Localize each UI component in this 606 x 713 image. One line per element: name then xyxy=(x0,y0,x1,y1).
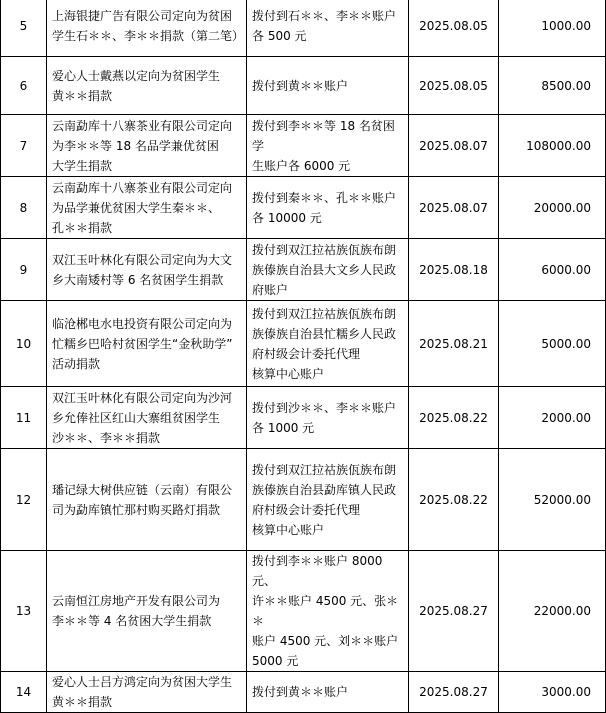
amount-cell: 1000.00 xyxy=(499,0,606,57)
description-line: 乡大南矮村等 6 名贫困学生捐款 xyxy=(52,272,224,287)
description-line: 双江玉叶林化有限公司定向为大文 xyxy=(52,252,233,267)
row-number-cell: 12 xyxy=(1,449,47,551)
donation-description-cell xyxy=(47,0,247,57)
description-line: 璠记绿大树供应链（云南）有限公 xyxy=(52,482,233,497)
row-number-cell: 5 xyxy=(1,0,47,57)
row-number-cell: 8 xyxy=(1,177,47,239)
method-line: 拨付到双江拉祜族佤族布朗 xyxy=(252,306,397,321)
description-line: 为品学兼优贫困大学生秦＊＊、 xyxy=(52,200,221,215)
method-line: 5000 元 xyxy=(252,654,299,668)
disbursement-method-cell xyxy=(247,177,409,239)
method-line: 各 1000 元 xyxy=(252,420,315,435)
donation-description-cell xyxy=(47,672,247,713)
method-line: 拨付到黄＊＊账户 xyxy=(252,78,349,93)
amount-cell: 22000.00 xyxy=(499,551,606,672)
amount-cell: 6000.00 xyxy=(499,239,606,301)
date-cell: 2025.08.27 xyxy=(409,672,499,713)
method-line: 拨付到双江拉祜族佤族布朗 xyxy=(252,462,397,477)
disbursement-method-cell xyxy=(247,0,409,57)
description-line: 司为勐库镇忙那村购买路灯捐款 xyxy=(52,502,221,517)
method-line: 各 500 元 xyxy=(252,28,307,43)
date-cell: 2025.08.21 xyxy=(409,301,499,387)
amount-cell: 3000.00 xyxy=(499,672,606,713)
table-row xyxy=(1,177,606,239)
description-line: 爱心人士戴燕以定向为贫困学生 xyxy=(52,68,221,83)
method-line: 府村级会计委托代理 xyxy=(252,502,361,517)
date-cell: 2025.08.18 xyxy=(409,239,499,301)
amount-cell: 8500.00 xyxy=(499,57,606,115)
description-line: 为李＊＊等 18 名品学兼优贫困 xyxy=(52,138,219,153)
method-line: 拨付到李＊＊等 18 名贫困学 xyxy=(252,118,395,153)
method-line: 账户 4500 元、刘＊＊账户 xyxy=(252,634,399,648)
method-line: 生账户各 6000 元 xyxy=(252,158,351,173)
row-number-cell: 14 xyxy=(1,672,47,713)
disbursement-method-cell xyxy=(247,551,409,672)
description-line: 临沧郴电水电投资有限公司定向为 xyxy=(52,316,233,331)
amount-cell: 2000.00 xyxy=(499,387,606,449)
table-row xyxy=(1,115,606,177)
amount-cell: 20000.00 xyxy=(499,177,606,239)
method-line: 族傣族自治县忙糯乡人民政 xyxy=(252,326,397,341)
description-line: 云南勐库十八寨茶业有限公司定向 xyxy=(52,180,233,195)
table-row xyxy=(1,57,606,115)
description-line: 沙＊＊、李＊＊捐款 xyxy=(52,430,161,445)
donation-description-cell xyxy=(47,551,247,672)
description-line: 黄＊＊捐款 xyxy=(52,88,113,103)
date-cell: 2025.08.05 xyxy=(409,57,499,115)
description-line: 大学生捐款 xyxy=(52,158,113,173)
description-line: 云南恒江房地产开发有限公司为 xyxy=(52,594,221,608)
table-row xyxy=(1,0,606,57)
date-cell: 2025.08.05 xyxy=(409,0,499,57)
date-cell: 2025.08.07 xyxy=(409,177,499,239)
description-line: 乡允俸社区红山大寨组贫困学生 xyxy=(52,410,221,425)
donation-description-cell xyxy=(47,239,247,301)
description-line: 活动捐款 xyxy=(52,356,101,371)
row-number-cell: 6 xyxy=(1,57,47,115)
description-line: 学生石＊＊、李＊＊捐款（第二笔） xyxy=(52,28,245,43)
table-row xyxy=(1,551,606,672)
method-line: 拨付到双江拉祜族佤族布朗 xyxy=(252,242,397,257)
description-line: 云南勐库十八寨茶业有限公司定向 xyxy=(52,118,233,133)
disbursement-method-cell xyxy=(247,115,409,177)
method-line: 许＊＊账户 4500 元、张＊＊ xyxy=(252,594,399,628)
amount-cell: 108000.00 xyxy=(499,115,606,177)
method-line: 核算中心账户 xyxy=(252,522,325,537)
method-line: 拨付到石＊＊、李＊＊账户 xyxy=(252,8,397,23)
description-line: 黄＊＊捐款 xyxy=(52,695,113,709)
description-line: 上海银捷广告有限公司定向为贫困 xyxy=(52,8,233,23)
donation-description-cell xyxy=(47,115,247,177)
disbursement-method-cell xyxy=(247,301,409,387)
donation-description-cell xyxy=(47,57,247,115)
row-number-cell: 10 xyxy=(1,301,47,387)
date-cell: 2025.08.27 xyxy=(409,551,499,672)
method-line: 拨付到沙＊＊、李＊＊账户 xyxy=(252,400,397,415)
amount-cell: 5000.00 xyxy=(499,301,606,387)
row-number-cell: 11 xyxy=(1,387,47,449)
date-cell: 2025.08.22 xyxy=(409,387,499,449)
method-line: 府账户 xyxy=(252,282,289,297)
description-line: 李＊＊等 4 名贫困大学生捐款 xyxy=(52,614,212,628)
table-row xyxy=(1,672,606,713)
amount-cell: 52000.00 xyxy=(499,449,606,551)
donation-description-cell xyxy=(47,177,247,239)
method-line: 族傣族自治县大文乡人民政 xyxy=(252,262,397,277)
date-cell: 2025.08.22 xyxy=(409,449,499,551)
table-row xyxy=(1,449,606,551)
method-line: 拨付到黄＊＊账户 xyxy=(252,685,349,699)
table-row xyxy=(1,387,606,449)
row-number-cell: 7 xyxy=(1,115,47,177)
description-line: 爱心人士吕方鸿定向为贫困大学生 xyxy=(52,675,233,689)
description-line: 孔＊＊捐款 xyxy=(52,220,113,235)
method-line: 核算中心账户 xyxy=(252,366,325,381)
table-body xyxy=(1,0,606,713)
method-line: 族傣族自治县勐库镇人民政 xyxy=(252,482,397,497)
method-line: 拨付到秦＊＊、孔＊＊账户 xyxy=(252,190,397,205)
disbursement-method-cell xyxy=(247,387,409,449)
donation-description-cell xyxy=(47,387,247,449)
disbursement-method-cell xyxy=(247,57,409,115)
disbursement-method-cell xyxy=(247,239,409,301)
disbursement-method-cell xyxy=(247,449,409,551)
description-line: 双江玉叶林化有限公司定向为沙河 xyxy=(52,390,233,405)
donation-description-cell xyxy=(47,301,247,387)
description-line: 忙糯乡巴哈村贫困学生“金秋助学” xyxy=(52,336,233,351)
row-number-cell: 9 xyxy=(1,239,47,301)
row-number-cell: 13 xyxy=(1,551,47,672)
date-cell: 2025.08.07 xyxy=(409,115,499,177)
disbursement-method-cell xyxy=(247,672,409,713)
table-row xyxy=(1,239,606,301)
table-row xyxy=(1,301,606,387)
method-line: 拨付到李＊＊账户 8000 元、 xyxy=(252,554,383,588)
method-line: 府村级会计委托代理 xyxy=(252,346,361,361)
method-line: 各 10000 元 xyxy=(252,210,322,225)
donation-description-cell xyxy=(47,449,247,551)
